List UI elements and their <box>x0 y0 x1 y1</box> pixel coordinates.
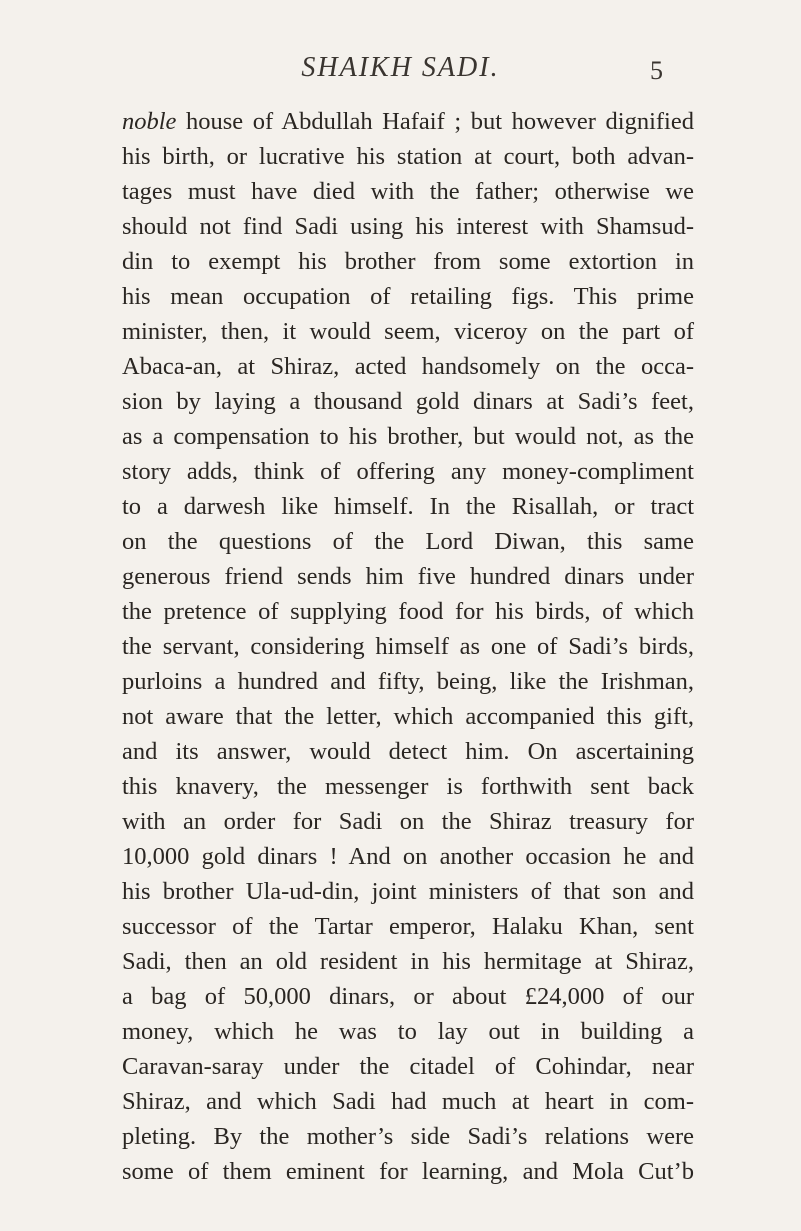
body-text <box>122 104 694 1189</box>
text-line: generous friend sends him five hundred dinars under <box>122 563 694 590</box>
text-line: Shiraz, and which Sadi had much at heart in com- <box>122 1088 694 1115</box>
text-line-rest: house of Abdullah Hafaif ; but however dignified <box>176 108 694 135</box>
text-line: some of them eminent for learning, and Mola Cut’b <box>122 1158 694 1185</box>
text-line: on the questions of the Lord Diwan, this same <box>122 528 694 555</box>
text-line: not aware that the letter, which accompanied this gift, <box>122 703 694 730</box>
text-line: minister, then, it would seem, viceroy on the part of <box>122 318 694 345</box>
text-line: sion by laying a thousand gold dinars at Sadi’s feet, <box>122 388 694 415</box>
text-line: his brother Ula-ud-din, joint ministers of that son and <box>122 878 694 905</box>
text-line: pleting. By the mother’s side Sadi’s relations were <box>122 1123 694 1150</box>
text-line: Caravan-saray under the citadel of Cohindar, near <box>122 1053 694 1080</box>
text-line: successor of the Tartar emperor, Halaku Khan, sent <box>122 913 694 940</box>
text-line: this knavery, the messenger is forthwith sent back <box>122 773 694 800</box>
italic-word: noble <box>122 108 177 135</box>
text-line: tages must have died with the father; otherwise we <box>122 178 694 205</box>
text-line: the servant, considering himself as one of Sadi’s birds, <box>122 633 694 660</box>
running-title: SHAIKH SADI. <box>301 52 500 83</box>
text-line: to a darwesh like himself. In the Risallah, or tract <box>122 493 694 520</box>
text-line: the pretence of supplying food for his birds, of which <box>122 598 694 625</box>
text-line: should not find Sadi using his interest with Shamsud- <box>122 213 694 240</box>
text-line: Sadi, then an old resident in his hermitage at Shiraz, <box>122 948 694 975</box>
text-line: 10,000 gold dinars ! And on another occasion he and <box>122 843 694 870</box>
text-line: a bag of 50,000 dinars, or about £24,000 of our <box>122 983 694 1010</box>
text-line: his mean occupation of retailing figs. This prime <box>122 283 694 310</box>
text-line: purloins a hundred and fifty, being, like the Irishman, <box>122 668 694 695</box>
text-line: his birth, or lucrative his station at court, both advan- <box>122 143 694 170</box>
page-number: 5 <box>650 56 663 85</box>
text-line: din to exempt his brother from some extortion in <box>122 248 694 275</box>
text-line: with an order for Sadi on the Shiraz treasury for <box>122 808 694 835</box>
text-line: story adds, think of offering any money-compliment <box>122 458 694 485</box>
text-line: Abaca-an, at Shiraz, acted handsomely on the occa- <box>122 353 694 380</box>
text-line: money, which he was to lay out in building a <box>122 1018 694 1045</box>
text-line: as a compensation to his brother, but would not, as the <box>122 423 694 450</box>
text-line <box>122 104 694 139</box>
text-line: and its answer, would detect him. On ascertaining <box>122 738 694 765</box>
running-head <box>0 52 801 92</box>
